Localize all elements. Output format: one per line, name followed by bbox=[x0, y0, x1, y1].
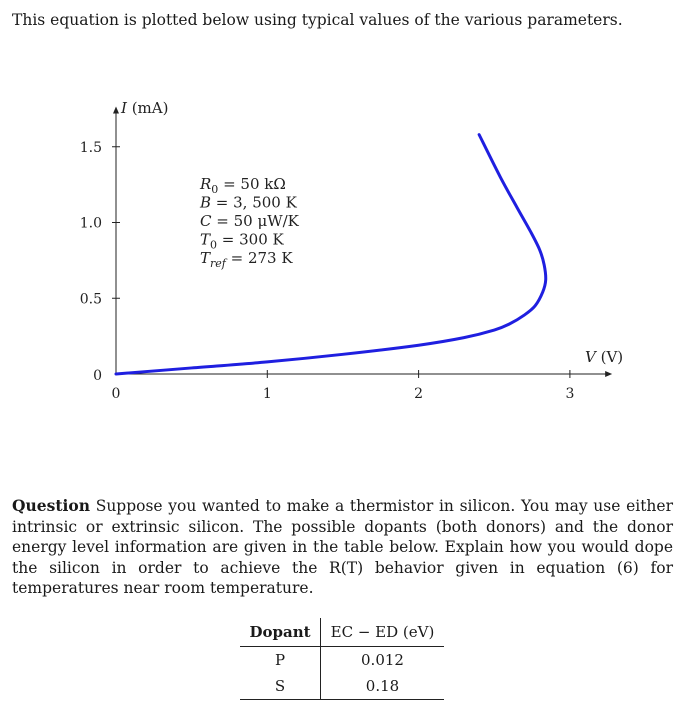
x-axis-label: V (V) bbox=[585, 348, 624, 366]
plot-curve bbox=[116, 135, 546, 374]
question-label: Question bbox=[12, 496, 91, 515]
table-row bbox=[240, 673, 444, 700]
x-axis-arrow bbox=[605, 371, 612, 377]
cell-dopant: S bbox=[240, 673, 321, 700]
series-line bbox=[116, 135, 546, 374]
parameter-line: $T_0 = 300$ K bbox=[200, 230, 284, 252]
cell-energy: 0.012 bbox=[361, 651, 404, 669]
parameter-line: $T_{ref} = 273$ K bbox=[200, 249, 293, 270]
x-tick-label: 2 bbox=[414, 386, 424, 402]
y-origin-label: 0 bbox=[93, 368, 102, 384]
cell-dopant: P bbox=[240, 647, 321, 674]
parameter-line: B = 3, 500 K bbox=[200, 193, 297, 212]
question-text: Suppose you wanted to make a thermistor in silicon. You may use either intrinsic or extrinsic silicon. The possible dopants (both donors) and the donor energy level information are given in the table below. Explain how you would dope the silicon in order to achieve the R(T) behavior given in equation (6) for temperatures near room temperature. bbox=[12, 497, 673, 597]
parameter-list bbox=[199, 175, 300, 270]
cell-energy: 0.18 bbox=[365, 677, 400, 695]
intro-paragraph: This equation is plotted below using typical values of the various parameters. bbox=[12, 11, 623, 29]
y-axis-arrow bbox=[113, 106, 119, 113]
dopant-table bbox=[240, 618, 444, 700]
plot-axes bbox=[113, 99, 623, 377]
y-axis-label: I (mA) bbox=[121, 99, 169, 117]
y-tick-label: 1.5 bbox=[79, 139, 102, 156]
parameter-line: $R_0 = 50$ kΩ bbox=[200, 175, 286, 196]
parameter-line: C = 50 μW/K bbox=[200, 212, 299, 230]
x-tick-label: 3 bbox=[565, 386, 575, 402]
y-tick-label: 1.0 bbox=[79, 215, 102, 232]
x-tick-label: 1 bbox=[262, 386, 272, 402]
header-dopant: Dopant bbox=[240, 618, 321, 647]
table-header-row bbox=[240, 618, 444, 647]
header-energy: EC − ED (eV) bbox=[330, 623, 435, 641]
question-paragraph bbox=[12, 496, 673, 599]
y-tick-label: 0.5 bbox=[79, 291, 102, 308]
table-row bbox=[240, 647, 444, 674]
x-origin-label: 0 bbox=[111, 386, 121, 402]
